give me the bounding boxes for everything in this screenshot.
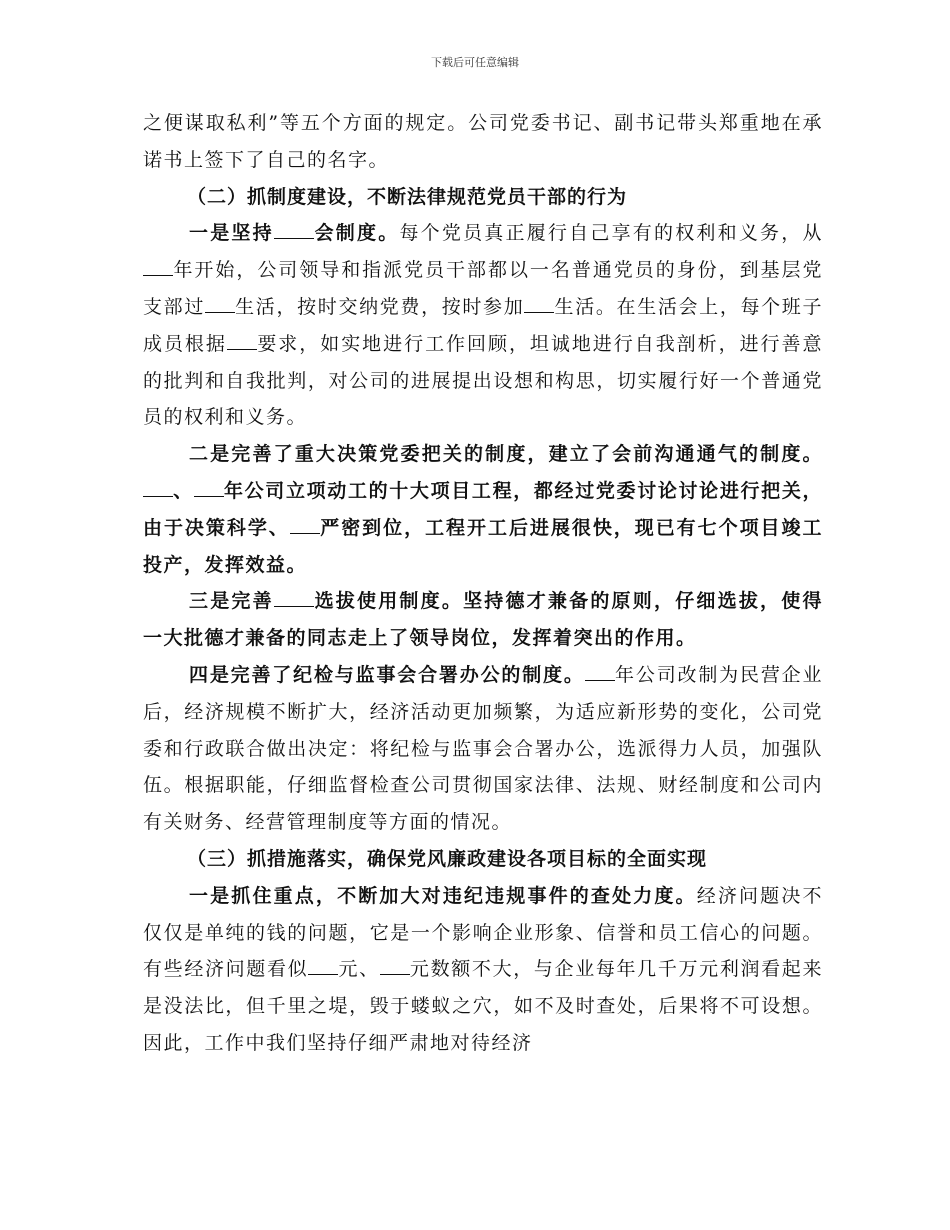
paragraph-continuation: 之便谋取私利”等五个方面的规定。公司党委书记、副书记带头郑重地在承诺书上签下了自己的名字。 <box>143 112 823 171</box>
lead-phrase: 一是坚持 <box>189 222 274 245</box>
document-body <box>143 105 823 1062</box>
fill-blank <box>205 295 235 313</box>
fill-blank <box>143 479 173 497</box>
text-run: 三是完善 <box>189 590 274 613</box>
page-header: 下载后可任意编辑 <box>431 56 519 69</box>
fill-blank <box>308 957 338 975</box>
text-run: 元数额不大，与企业每年几千万元利润看起来是没法比，但千里之堤，毁于蝼蚁之穴，如不及时查处，后果将不可设想。因此，工作中我们坚持仔细严肃地对待经济 <box>143 958 823 1054</box>
text-run: 选拔使用制度。坚持德才兼备的原则，仔细选拔，使得一大批德才兼备的同志走上了领导岗位，发挥着突出的作用。 <box>143 590 823 650</box>
paragraph-selection <box>143 583 823 657</box>
text-run: 生活，按时交纳党费，按时参加 <box>234 295 525 318</box>
text-run: 二是完善了重大决策党委把关的制度，建立了会前沟通通气的制度。 <box>189 443 823 466</box>
text-run: 年公司立项动工的十大项目工程，都经过党委讨论讨论进行把关，由于决策科学、 <box>143 479 823 539</box>
text-run: 年公司改制为民营企业后，经济规模不断扩大，经济活动更加频繁，为适应新形势的变化，公司党委和行政联合做出决定：将纪检与监事会合署办公，选派得力人员，加强队伍。根据职能，仔细监督检查公司贯彻国家法律、法规、财经制度和公司内有关财务、经营管理制度等方面的情况。 <box>143 663 823 834</box>
section-heading-2: （二）抓制度建设，不断法律规范党员干部的行为 <box>187 185 628 208</box>
fill-blank <box>194 479 224 497</box>
paragraph-party-meeting <box>143 215 823 436</box>
fill-blank <box>290 516 320 534</box>
text-run: 元、 <box>338 958 380 981</box>
text-run: 生活。在生活会上，每个班子成员根据 <box>143 295 823 355</box>
lead-phrase: 四是完善了纪检与监事会合署办公的制度。 <box>189 663 585 686</box>
fill-blank <box>227 332 257 350</box>
text-run: 、 <box>173 479 194 502</box>
fill-blank <box>524 295 554 313</box>
text-run: 经济问题决不仅仅是单纯的钱的问题，它是一个影响企业形象、信誉和员工信心的问题。有些经济问题看似 <box>143 884 823 981</box>
fill-blank <box>380 957 410 975</box>
lead-phrase: 一是抓住重点，不断加大对违纪违规事件的查处力度。 <box>189 884 697 907</box>
text-run: 每个党员真正履行自己享有的权利和义务，从 <box>399 222 823 245</box>
section-heading-3: （三）抓措施落实，确保党风廉政建设各项目标的全面实现 <box>187 847 708 870</box>
text-run: 要求，如实地进行工作回顾，坦诚地进行自我剖析，进行善意的批判和自我批判，对公司的进展提出设想和构思，切实履行好一个普通党员的权利和义务。 <box>143 332 823 429</box>
fill-blank <box>143 258 173 276</box>
paragraph-enforcement <box>143 878 823 1062</box>
text-run: 年开始，公司领导和指派党员干部都以一名普通党员的身份，到基层党支部过 <box>143 259 823 318</box>
lead-phrase: 会制度。 <box>313 222 400 245</box>
text-run: 严密到位，工程开工后进展很快，现已有七个项目竣工投产，发挥效益。 <box>143 516 823 576</box>
fill-blank <box>274 221 314 239</box>
paragraph-supervision <box>143 657 823 841</box>
paragraph-major-decisions <box>143 436 823 583</box>
fill-blank <box>274 589 314 607</box>
fill-blank <box>585 663 615 681</box>
